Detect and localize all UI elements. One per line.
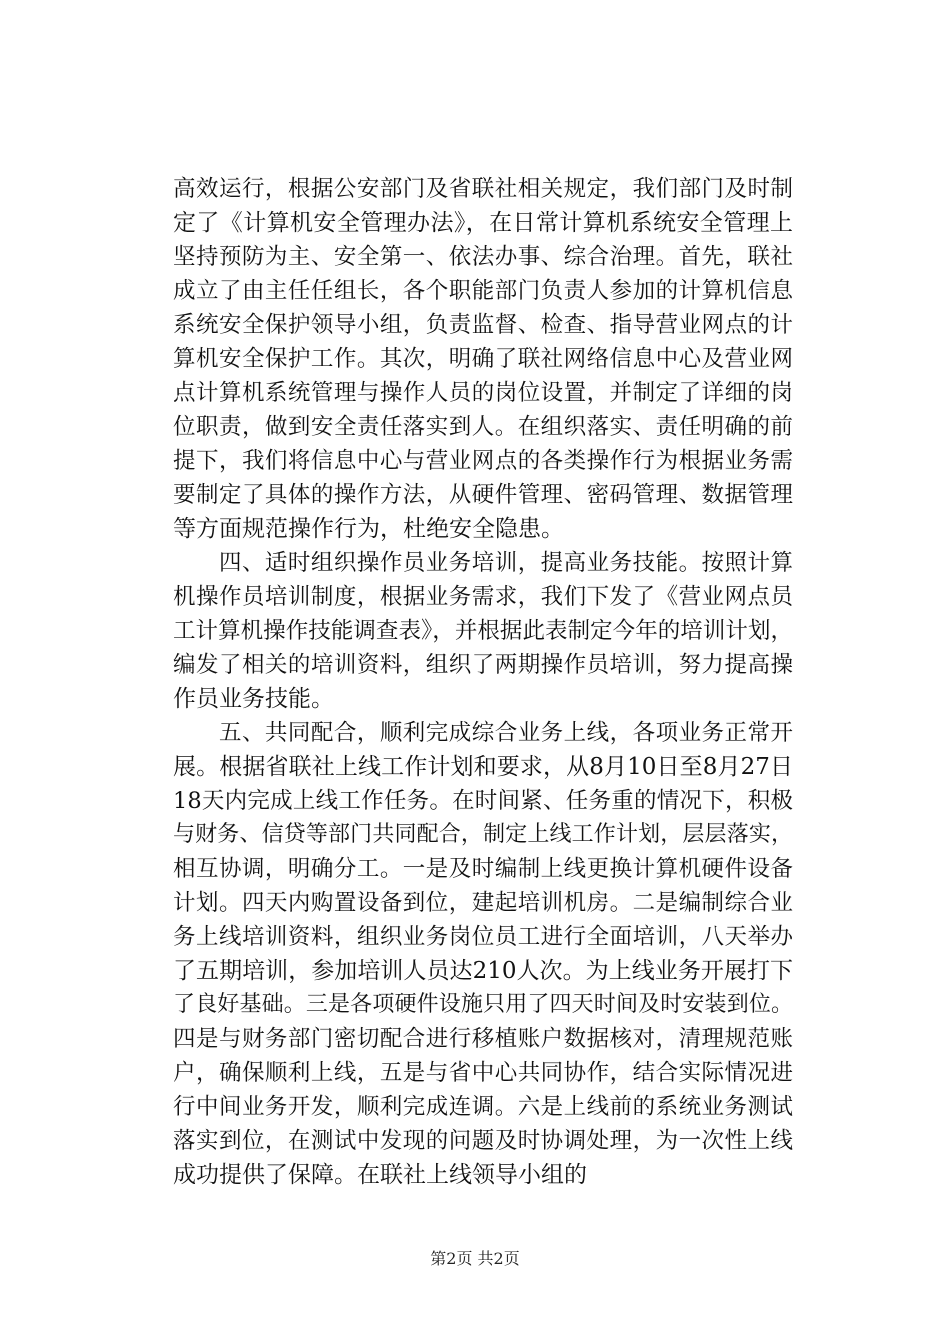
text-line: 机操作员培训制度，根据业务需求，我们下发了《营业网点员 bbox=[173, 584, 793, 610]
text-line: 等方面规范操作行为，杜绝安全隐患。 bbox=[173, 516, 564, 542]
document-body bbox=[173, 172, 793, 1192]
text-line: 计划。四天内购置设备到位，建起培训机房。二是编制综合业 bbox=[173, 890, 793, 916]
text-line: 定了《计算机安全管理办法》，在日常计算机系统安全管理上 bbox=[173, 210, 793, 236]
text-line: 高效运行，根据公安部门及省联社相关规定，我们部门及时制 bbox=[173, 176, 793, 202]
text-line: 五、共同配合，顺利完成综合业务上线，各项业务正常开 bbox=[173, 720, 793, 746]
text-line: 提下，我们将信息中心与营业网点的各类操作行为根据业务需 bbox=[173, 448, 793, 474]
text-line: 四是与财务部门密切配合进行移植账户数据核对，清理规范账 bbox=[173, 1026, 793, 1052]
text-line: 工计算机操作技能调查表》，并根据此表制定今年的培训计划， bbox=[173, 618, 793, 644]
text-line: 成立了由主任任组长，各个职能部门负责人参加的计算机信息 bbox=[173, 278, 793, 304]
text-line: 户，确保顺利上线，五是与省中心共同协作，结合实际情况进 bbox=[173, 1060, 793, 1086]
text-line: 要制定了具体的操作方法，从硬件管理、密码管理、数据管理 bbox=[173, 482, 793, 508]
text-line: 四、适时组织操作员业务培训，提高业务技能。按照计算 bbox=[173, 550, 793, 576]
text-line: 算机安全保护工作。其次，明确了联社网络信息中心及营业网 bbox=[173, 346, 793, 372]
text-line: 与财务、信贷等部门共同配合，制定上线工作计划，层层落实， bbox=[173, 822, 793, 847]
text-line: 点计算机系统管理与操作人员的岗位设置，并制定了详细的岗 bbox=[173, 380, 793, 406]
text-line: 了五期培训，参加培训人员达210人次。为上线业务开展打下 bbox=[173, 958, 793, 984]
text-line: 相互协调，明确分工。一是及时编制上线更换计算机硬件设备 bbox=[173, 856, 793, 882]
text-line: 作员业务技能。 bbox=[173, 686, 334, 712]
text-line: 成功提供了保障。在联社上线领导小组的 bbox=[173, 1162, 587, 1188]
text-line: 编发了相关的培训资料，组织了两期操作员培训，努力提高操 bbox=[173, 652, 793, 678]
text-line: 行中间业务开发，顺利完成连调。六是上线前的系统业务测试 bbox=[173, 1094, 793, 1120]
page-number-footer: 第2页 共2页 bbox=[430, 1249, 520, 1268]
text-line: 18天内完成上线工作任务。在时间紧、任务重的情况下，积极 bbox=[173, 788, 793, 814]
text-line: 系统安全保护领导小组，负责监督、检查、指导营业网点的计 bbox=[173, 312, 793, 338]
text-line: 务上线培训资料，组织业务岗位员工进行全面培训，八天举办 bbox=[173, 924, 793, 950]
text-line: 位职责，做到安全责任落实到人。在组织落实、责任明确的前 bbox=[173, 414, 793, 440]
text-line: 展。根据省联社上线工作计划和要求，从8月10日至8月27日 bbox=[173, 754, 793, 780]
text-line: 了良好基础。三是各项硬件设施只用了四天时间及时安装到位。 bbox=[173, 992, 793, 1017]
text-line: 落实到位，在测试中发现的问题及时协调处理，为一次性上线 bbox=[173, 1128, 793, 1154]
text-line: 坚持预防为主、安全第一、依法办事、综合治理。首先，联社 bbox=[173, 244, 793, 270]
